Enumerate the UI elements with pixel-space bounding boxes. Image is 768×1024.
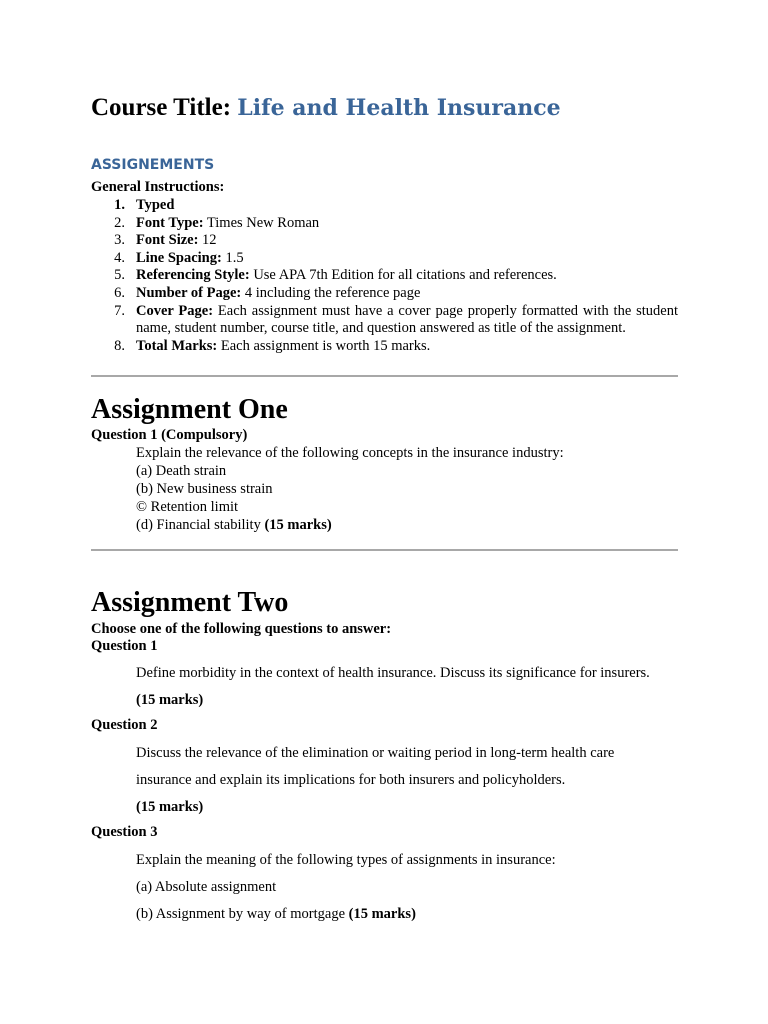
concept-item-text: (d) Financial stability	[136, 517, 261, 533]
concept-item: © Retention limit	[136, 499, 239, 515]
assignments-heading: ASSIGNEMENTS	[91, 157, 215, 173]
instruction-number: 3.	[114, 232, 125, 249]
question-1-label: Question 1	[91, 638, 158, 654]
question-2-line-2: insurance and explain its implications for both insurers and policyholders.	[136, 772, 566, 788]
concept-item	[136, 516, 332, 534]
assignment-one-question-label: Question 1 (Compulsory)	[91, 427, 248, 443]
concept-item: (a) Death strain	[136, 463, 227, 479]
instruction-item	[91, 215, 678, 233]
instruction-label: Cover Page:	[136, 302, 214, 319]
instruction-value: 12	[202, 232, 217, 249]
question-3-marks: (15 marks)	[348, 906, 416, 922]
instruction-label: Typed	[136, 197, 175, 213]
question-2-line-1: Discuss the relevance of the elimination or waiting period in long-term health care	[136, 745, 615, 761]
question-3-item-b-line	[136, 905, 416, 923]
instruction-number: 6.	[114, 284, 125, 301]
question-2-label: Question 2	[91, 717, 158, 733]
instruction-number: 2.	[114, 214, 125, 231]
instruction-number: 4.	[114, 249, 125, 266]
course-title-label: Course Title:	[91, 94, 232, 121]
question-2-marks-line	[136, 798, 203, 816]
instruction-number: 5.	[114, 267, 125, 284]
instruction-item	[91, 338, 678, 356]
question-2-marks: (15 marks)	[136, 799, 204, 815]
instruction-item	[91, 232, 678, 250]
assignment-two-title: Assignment Two	[91, 587, 289, 618]
question-1-marks-line	[136, 691, 203, 709]
instruction-label: Font Size:	[136, 232, 199, 249]
instruction-number: 1.	[114, 197, 125, 213]
instruction-label: Font Type:	[136, 214, 204, 231]
question-3-item-a: (a) Absolute assignment	[136, 879, 277, 895]
question-3-item-b: (b) Assignment by way of mortgage	[136, 906, 346, 922]
instruction-item	[91, 197, 678, 215]
instruction-label: Number of Page:	[136, 284, 242, 301]
section-divider	[91, 549, 678, 551]
question-1-text: Define morbidity in the context of health insurance. Discuss its significance for insurers.	[136, 665, 650, 681]
instruction-value: 1.5	[225, 249, 244, 266]
general-instructions-label: General Instructions:	[91, 179, 225, 195]
section-divider	[91, 375, 678, 377]
assignment-one-concepts	[136, 462, 332, 534]
instruction-item	[91, 267, 678, 285]
instruction-item	[91, 250, 678, 268]
instruction-item	[91, 285, 678, 303]
course-title-value: Life and Health Insurance	[237, 95, 561, 121]
assignment-one-title: Assignment One	[91, 394, 288, 425]
question-1-marks: (15 marks)	[136, 692, 204, 708]
assignment-two-instruction: Choose one of the following questions to answer:	[91, 621, 392, 637]
instruction-label: Total Marks:	[136, 337, 218, 354]
instruction-value: Each assignment must have a cover page properly formatted with the student name, student number, course title, and question answered as title of the assignment.	[136, 302, 679, 337]
instruction-number: 8.	[114, 337, 125, 354]
instruction-label: Line Spacing:	[136, 249, 222, 266]
instruction-value: Use APA 7th Edition for all citations and references.	[253, 267, 557, 284]
course-title	[91, 93, 561, 123]
concept-item: (b) New business strain	[136, 481, 273, 497]
question-3-label: Question 3	[91, 824, 158, 840]
instruction-value: Each assignment is worth 15 marks.	[220, 337, 431, 354]
instruction-value: 4 including the reference page	[244, 284, 421, 301]
assignment-one-marks: (15 marks)	[264, 517, 332, 533]
instruction-item	[91, 303, 678, 338]
instruction-value: Times New Roman	[206, 214, 320, 231]
assignment-one-prompt: Explain the relevance of the following concepts in the insurance industry:	[136, 445, 564, 461]
question-3-prompt: Explain the meaning of the following types of assignments in insurance:	[136, 852, 556, 868]
instruction-label: Referencing Style:	[136, 267, 250, 284]
instruction-number: 7.	[114, 302, 125, 319]
instructions-list	[91, 197, 678, 355]
